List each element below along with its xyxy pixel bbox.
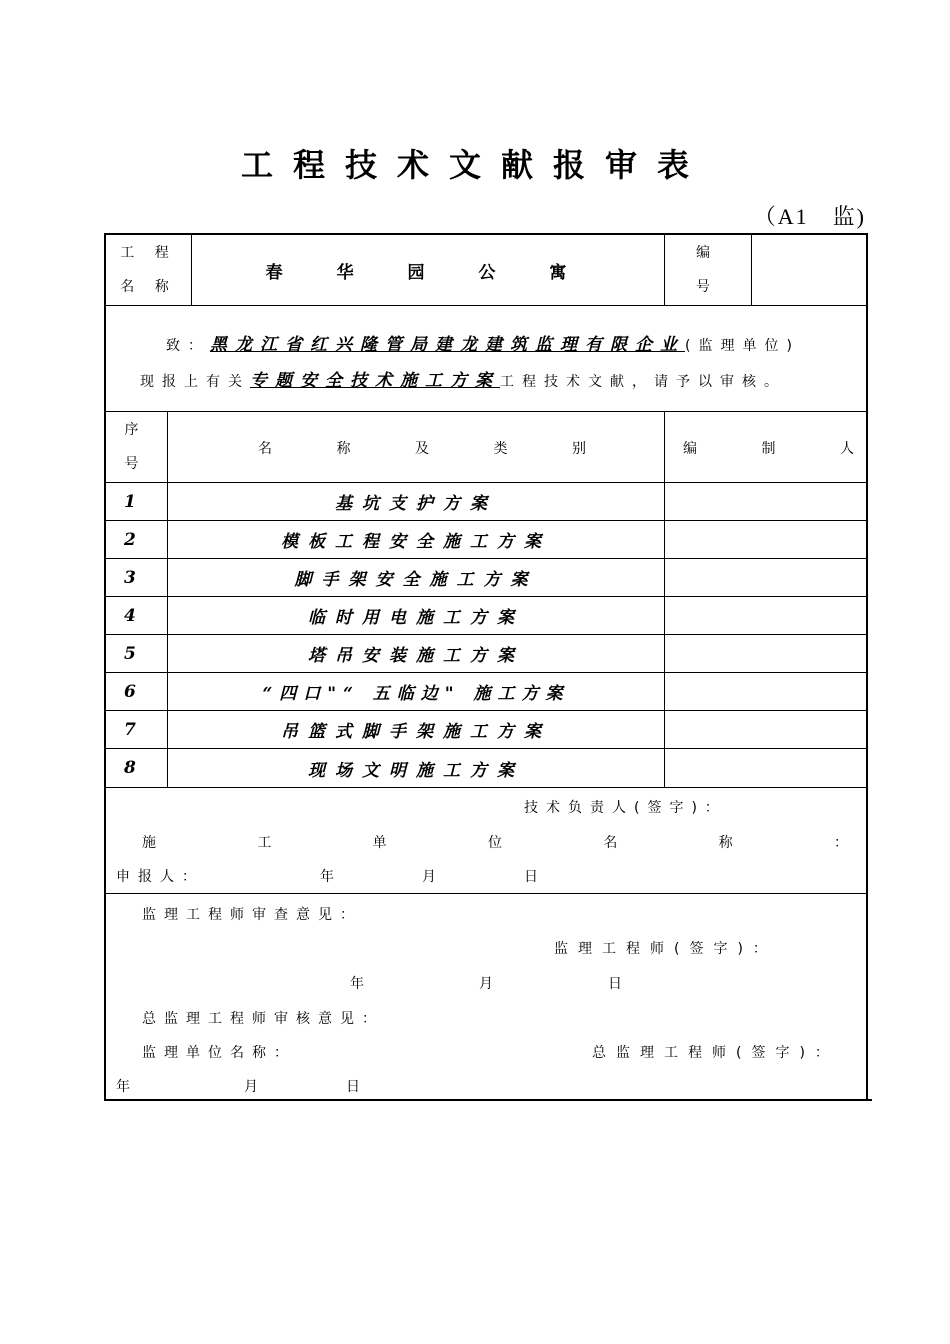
to-suffix: (监理单位) bbox=[685, 338, 800, 354]
reporter-field[interactable]: 申报人： bbox=[116, 869, 204, 885]
to-prefix: 致： bbox=[166, 338, 210, 354]
seq-header-line1: 序 bbox=[124, 422, 149, 438]
item-author-cell[interactable] bbox=[665, 483, 868, 520]
form-title: 工程技术文献报审表 bbox=[240, 146, 709, 184]
chief-year: 年 bbox=[116, 1079, 138, 1095]
name-header bbox=[258, 438, 586, 458]
item-name-cell[interactable] bbox=[168, 597, 665, 634]
item-number: 7 bbox=[124, 719, 136, 740]
table-row bbox=[106, 559, 866, 597]
number-value-cell[interactable] bbox=[752, 235, 868, 305]
supervision-section bbox=[106, 894, 866, 1101]
table-row bbox=[106, 635, 866, 673]
author-header-cell bbox=[665, 412, 868, 482]
item-name: 塔吊安装施工方案 bbox=[308, 646, 524, 666]
item-author-cell[interactable] bbox=[665, 521, 868, 558]
author-header-word: 制 bbox=[761, 441, 776, 457]
item-number: 4 bbox=[124, 605, 136, 626]
name-header-word: 及 bbox=[415, 441, 429, 457]
item-name-cell[interactable] bbox=[168, 521, 665, 558]
seq-header-cell bbox=[106, 412, 168, 482]
item-number-cell bbox=[106, 635, 168, 672]
item-number: 1 bbox=[124, 491, 136, 512]
name-header-word: 称 bbox=[336, 441, 351, 457]
author-header bbox=[683, 438, 854, 458]
table-row bbox=[106, 597, 866, 635]
item-name: 模板工程安全施工方案 bbox=[281, 532, 551, 552]
item-number: 8 bbox=[124, 758, 136, 778]
project-name-cell[interactable] bbox=[192, 235, 665, 305]
author-header-word: 人 bbox=[840, 441, 854, 457]
item-name: “四口"“ 五临边" 施工方案 bbox=[262, 684, 570, 704]
chief-month: 月 bbox=[244, 1079, 266, 1095]
item-author-cell[interactable] bbox=[665, 749, 868, 787]
item-name: 现场文明施工方案 bbox=[308, 760, 524, 781]
item-number: 6 bbox=[124, 681, 136, 702]
review-month: 月 bbox=[479, 976, 501, 992]
item-author-cell[interactable] bbox=[665, 711, 868, 748]
project-row bbox=[106, 235, 866, 306]
form-code: （A1 监) bbox=[753, 204, 866, 229]
name-header-word: 别 bbox=[572, 441, 586, 457]
number-label-line1: 编 bbox=[696, 245, 720, 261]
item-name-cell[interactable] bbox=[168, 749, 665, 787]
unit-word: 称 bbox=[718, 835, 733, 851]
chief-day: 日 bbox=[346, 1079, 368, 1095]
review-form bbox=[104, 233, 868, 1101]
item-author-cell[interactable] bbox=[665, 559, 868, 596]
item-number-cell bbox=[106, 597, 168, 634]
number-label-cell bbox=[665, 235, 752, 305]
project-label-line1: 工 程 bbox=[120, 245, 177, 261]
item-name-cell[interactable] bbox=[168, 559, 665, 596]
item-name: 脚手架安全施工方案 bbox=[294, 570, 538, 590]
supervision-unit-name[interactable]: 黑龙江省红兴隆管局建龙建筑监理有限企业 bbox=[210, 335, 685, 355]
item-name-cell[interactable] bbox=[168, 635, 665, 672]
contractor-section bbox=[106, 788, 866, 894]
submission-row bbox=[106, 306, 866, 412]
item-number-cell bbox=[106, 521, 168, 558]
item-number-cell bbox=[106, 711, 168, 748]
item-author-cell[interactable] bbox=[665, 635, 868, 672]
chief-signature[interactable]: 总监理工程师(签字)： bbox=[592, 1045, 839, 1061]
tech-lead-signature[interactable]: 技术负责人(签字)： bbox=[524, 800, 727, 816]
unit-word: 工 bbox=[257, 835, 272, 851]
table-header-row bbox=[106, 412, 866, 483]
line2-prefix: 现报上有关 bbox=[140, 374, 250, 390]
item-number: 2 bbox=[124, 529, 136, 550]
number-label-line2: 号 bbox=[696, 279, 720, 295]
contractor-unit-name[interactable] bbox=[142, 832, 848, 852]
report-day: 日 bbox=[524, 869, 546, 885]
table-row bbox=[106, 673, 866, 711]
name-header-word: 类 bbox=[493, 441, 508, 457]
name-header-word: 名 bbox=[258, 441, 272, 457]
item-name: 基坑支护方案 bbox=[335, 494, 497, 514]
item-number-cell bbox=[106, 559, 168, 596]
item-author-cell[interactable] bbox=[665, 673, 868, 710]
review-day: 日 bbox=[608, 976, 630, 992]
review-opinion-field[interactable]: 监理工程师审查意见： bbox=[142, 907, 362, 923]
submission-line2 bbox=[140, 366, 786, 391]
author-header-word: 编 bbox=[683, 441, 697, 457]
unit-word: 名 bbox=[603, 835, 618, 851]
engineer-signature[interactable]: 监理工程师(签字)： bbox=[554, 941, 777, 957]
unit-word: 施 bbox=[142, 835, 156, 851]
table-row bbox=[106, 749, 866, 788]
unit-word: 位 bbox=[487, 835, 502, 851]
report-year: 年 bbox=[320, 869, 342, 885]
seq-header-line2: 号 bbox=[124, 456, 149, 472]
item-number-cell bbox=[106, 483, 168, 520]
table-row bbox=[106, 711, 866, 749]
unit-word: ： bbox=[833, 835, 848, 851]
project-label-cell bbox=[106, 235, 192, 305]
item-name-cell[interactable] bbox=[168, 673, 665, 710]
table-row bbox=[106, 521, 866, 559]
project-label-line2: 名 称 bbox=[120, 279, 177, 295]
item-name-cell[interactable] bbox=[168, 711, 665, 748]
project-name: 春 华 园 公 寓 bbox=[265, 262, 591, 283]
item-number: 5 bbox=[124, 643, 136, 664]
report-month: 月 bbox=[422, 869, 444, 885]
item-author-cell[interactable] bbox=[665, 597, 868, 634]
item-number: 3 bbox=[124, 567, 136, 588]
line2-suffix: 工程技术文献，请予以审核。 bbox=[500, 374, 786, 390]
name-header-cell bbox=[168, 412, 665, 482]
table-row bbox=[106, 483, 866, 521]
item-number-cell bbox=[106, 673, 168, 710]
item-name-cell[interactable] bbox=[168, 483, 665, 520]
border-tick bbox=[868, 1099, 872, 1101]
item-name: 临时用电施工方案 bbox=[308, 608, 524, 628]
submission-line1 bbox=[166, 330, 800, 355]
chief-opinion-field[interactable]: 总监理工程师审核意见： bbox=[142, 1011, 384, 1027]
review-year: 年 bbox=[350, 976, 372, 992]
document-subject[interactable]: 专题安全技术施工方案 bbox=[250, 371, 500, 391]
item-number-cell bbox=[106, 749, 168, 787]
item-name: 吊篮式脚手架施工方案 bbox=[281, 722, 551, 742]
unit-word: 单 bbox=[372, 835, 387, 851]
supervision-unit-field[interactable]: 监理单位名称： bbox=[142, 1045, 296, 1061]
